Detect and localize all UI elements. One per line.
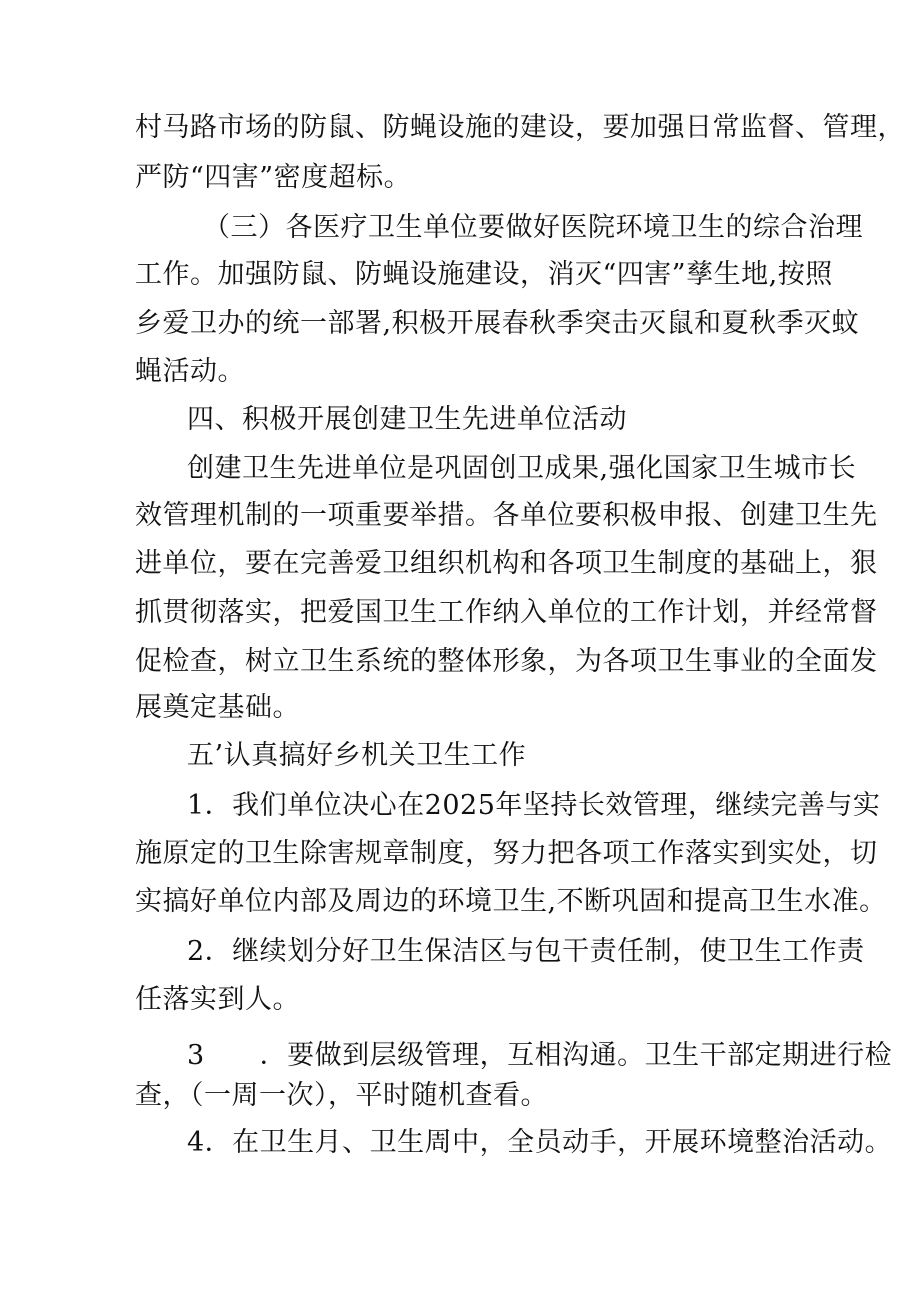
list-item-3: 3 ．要做到层级管理，互相沟通。卫生干部定期进行检: [187, 1040, 893, 1071]
section-heading-five: 五’认真搞好乡机关卫生工作: [187, 740, 527, 771]
section-heading-four: 四、积极开展创建卫生先进单位活动: [187, 404, 627, 435]
paragraph-line: 促检查，树立卫生系统的整体形象，为各项卫生事业的全面发: [135, 646, 878, 677]
list-item-4: 4．在卫生月、卫生周中，全员动手，开展环境整治活动。: [187, 1127, 893, 1158]
paragraph-line: 严防“四害”密度超标。: [135, 162, 412, 193]
paragraph-line: 抓贯彻落实，把爱国卫生工作纳入单位的工作计划，并经常督: [135, 597, 878, 628]
paragraph-line: 查，（一周一次），平时随机查看。: [135, 1080, 548, 1111]
paragraph-line: 施原定的卫生除害规章制度，努力把各项工作落实到实处，切: [135, 838, 878, 869]
section-heading-3: （三）各医疗卫生单位要做好医院环境卫生的综合治理: [203, 212, 863, 243]
paragraph-line: 实搞好单位内部及周边的环境卫生,不断巩固和提高卫生水准。: [135, 886, 887, 917]
paragraph-line: 蝇活动。: [135, 356, 245, 387]
paragraph-line: 乡爱卫办的统一部署,积极开展春秋季突击灭鼠和夏秋季灭蚊: [135, 308, 860, 339]
list-item-2: 2．继续划分好卫生保洁区与包干责任制，使卫生工作责: [187, 936, 865, 967]
paragraph-line: 创建卫生先进单位是巩固创卫成果,强化国家卫生城市长: [187, 453, 857, 484]
paragraph-line: 任落实到人。: [135, 984, 300, 1015]
paragraph-line: 工作。加强防鼠、防蝇设施建设，消灭“四害”孳生地,按照: [135, 259, 833, 290]
paragraph-line: 效管理机制的一项重要举措。各单位要积极申报、创建卫生先: [135, 500, 878, 531]
paragraph-line: 进单位，要在完善爱卫组织机构和各项卫生制度的基础上，狠: [135, 548, 878, 579]
list-item-1: 1．我们单位决心在2025年坚持长效管理，继续完善与实: [187, 790, 881, 821]
paragraph-line: 展奠定基础。: [135, 692, 300, 723]
paragraph-line: 村马路市场的防鼠、防蝇设施的建设，要加强日常监督、管理，: [135, 112, 905, 143]
